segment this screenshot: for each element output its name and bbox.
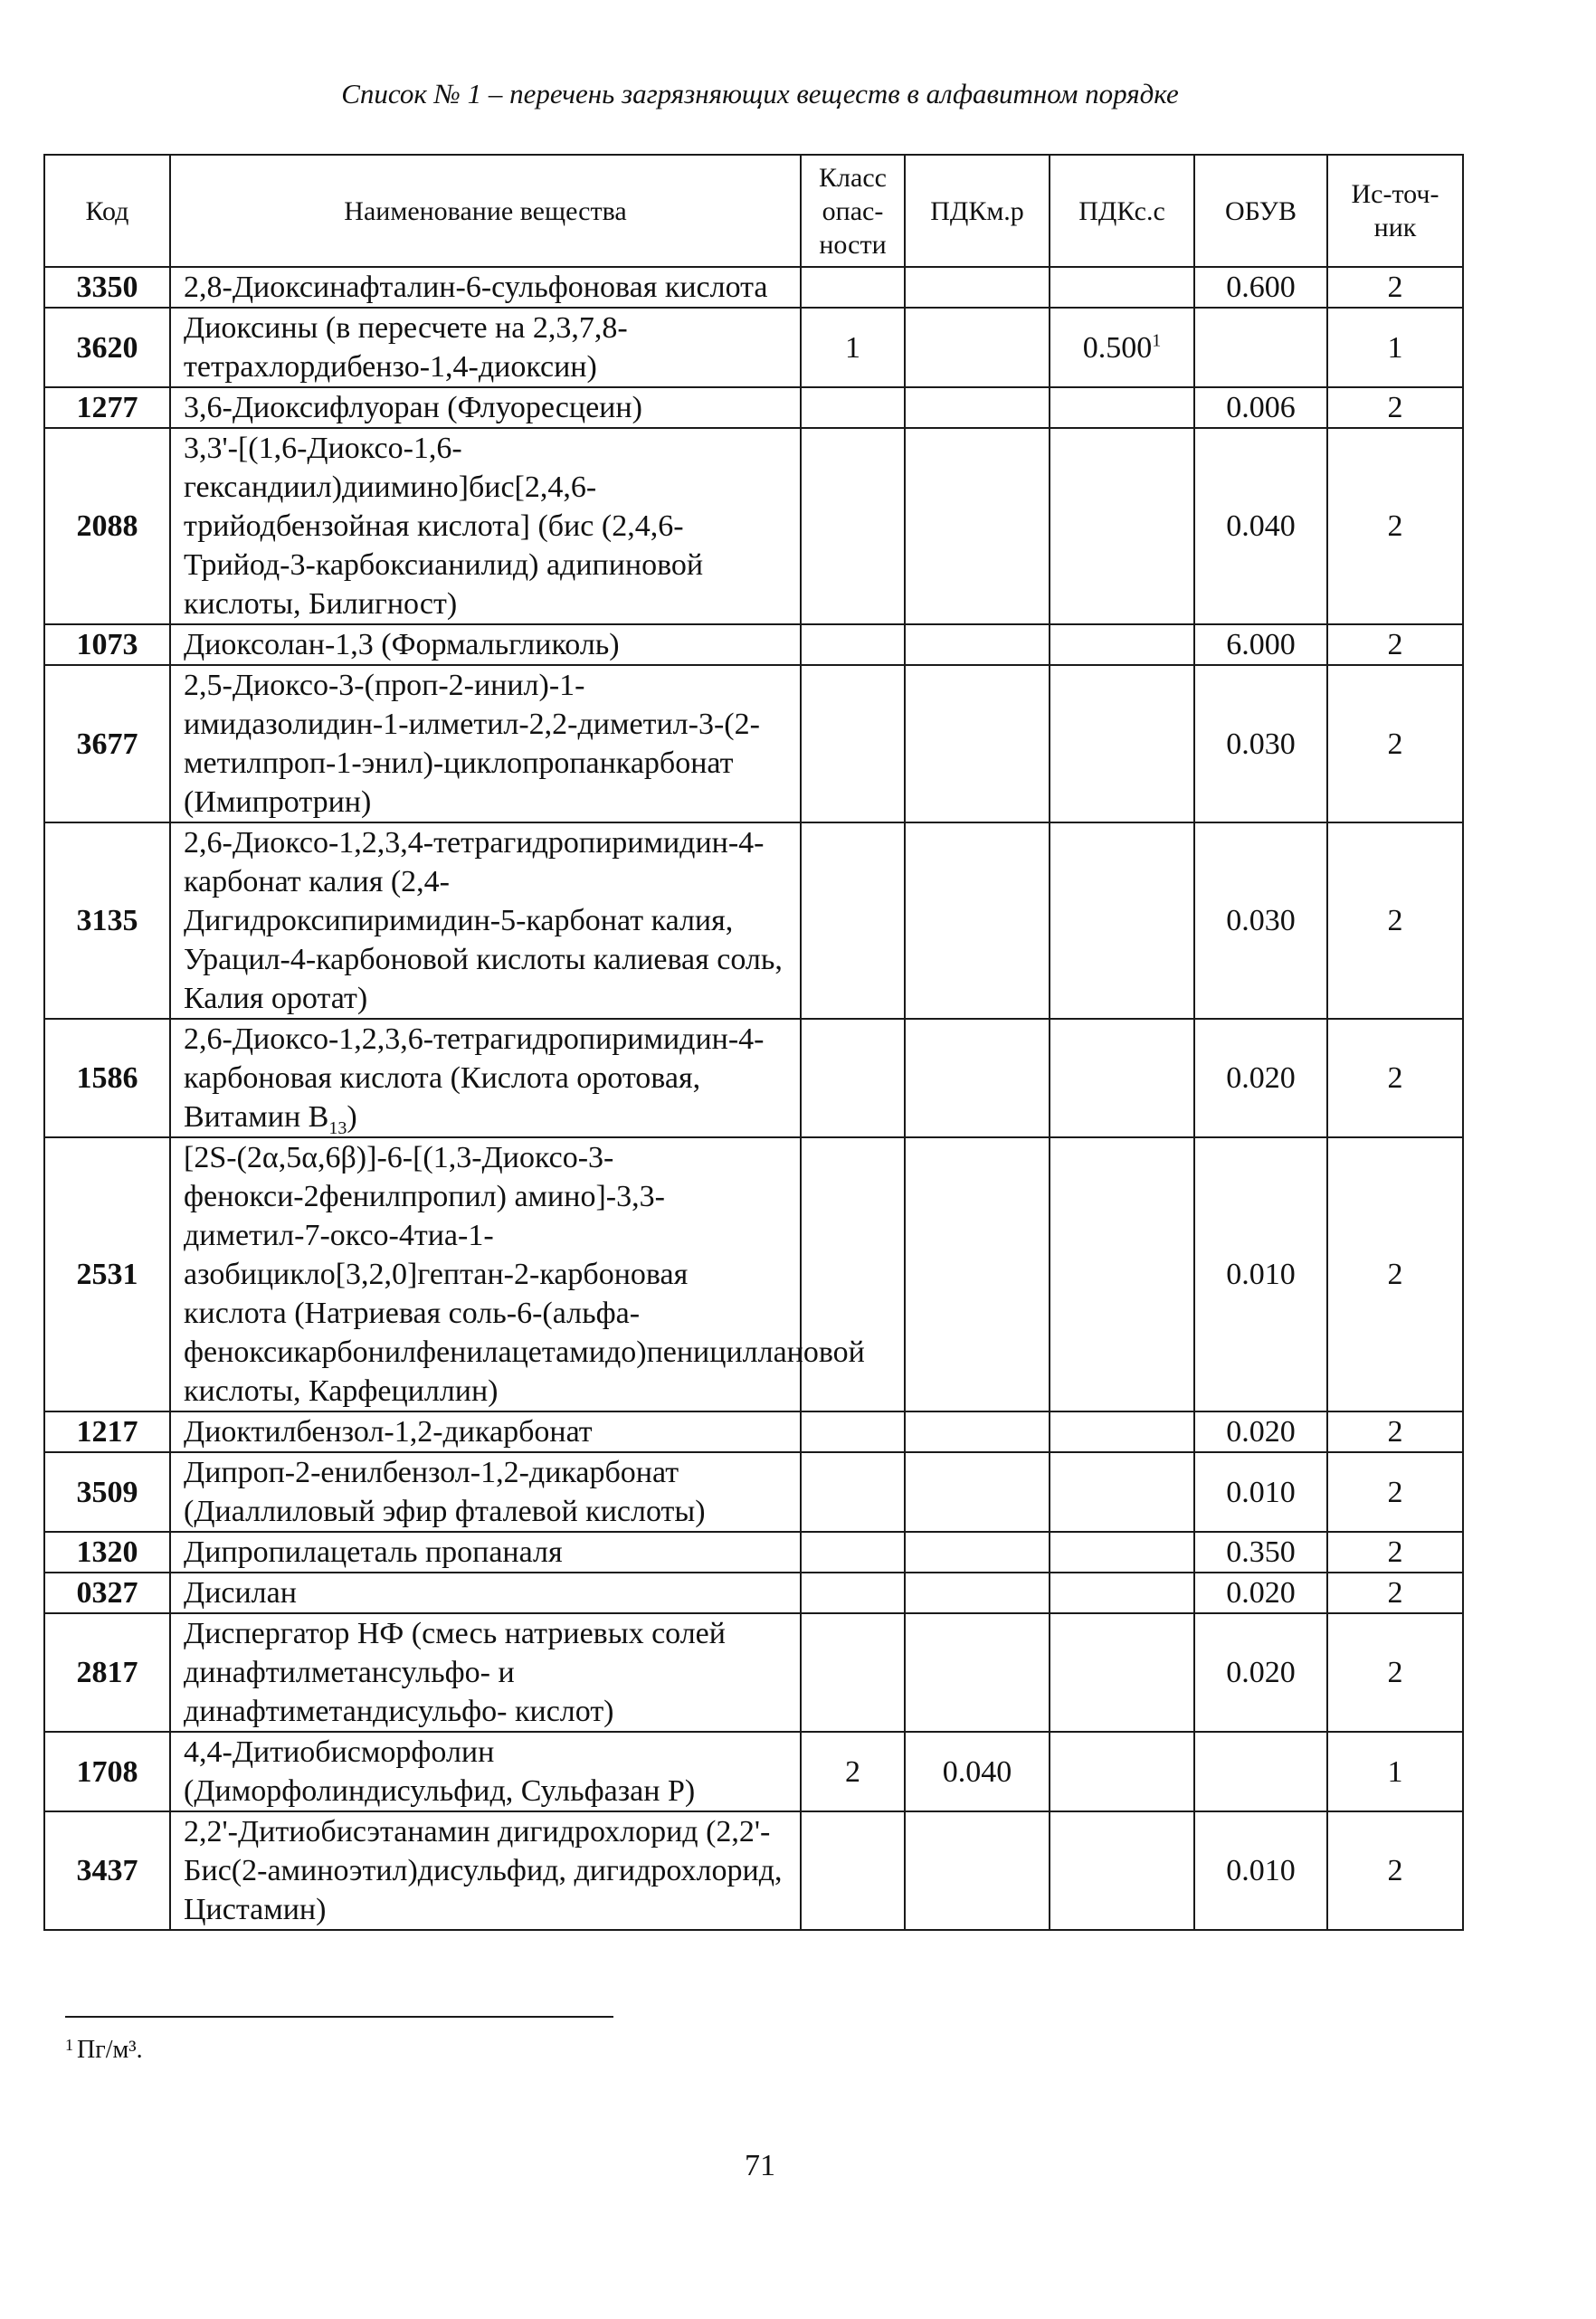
hazard-class-cell [801, 267, 905, 308]
pdk-mr-cell [905, 665, 1050, 822]
name-cell: 2,6-Диоксо-1,2,3,4-тетрагидропиримидин-4-карбонат калия (2,4-Дигидроксипиримидин-5-карбонат калия, Урацил-4-карбоновой кислоты калиевая соль, Калия оротат) [170, 822, 801, 1019]
code-cell: 3135 [44, 822, 170, 1019]
hazard-class-cell [801, 1532, 905, 1573]
code-cell: 3620 [44, 308, 170, 387]
pdk-mr-cell [905, 1452, 1050, 1532]
table-row [44, 1411, 1463, 1452]
pdk-ss-cell [1050, 1811, 1194, 1930]
name-cell [170, 1019, 801, 1137]
name-cell: Дисилан [170, 1573, 801, 1613]
footnote [65, 2036, 143, 2065]
table-row [44, 1532, 1463, 1573]
pdk-mr-cell [905, 1573, 1050, 1613]
table-row [44, 387, 1463, 428]
pdk-ss-cell [1050, 1532, 1194, 1573]
footnote-text: Пг/м³. [77, 2036, 143, 2064]
obuv-cell: 0.010 [1194, 1452, 1327, 1532]
table-row [44, 1811, 1463, 1930]
pdk-mr-cell [905, 1411, 1050, 1452]
pdk-ss-cell [1050, 1019, 1194, 1137]
obuv-cell: 0.350 [1194, 1532, 1327, 1573]
pdk-mr-cell [905, 822, 1050, 1019]
source-cell: 2 [1327, 1811, 1463, 1930]
pdk-mr-cell [905, 1811, 1050, 1930]
source-cell: 2 [1327, 822, 1463, 1019]
name-cell: 2,8-Диоксинафталин-6-сульфоновая кислота [170, 267, 801, 308]
table-header-row [44, 155, 1463, 267]
column-header-pdk-ss: ПДКс.с [1050, 155, 1194, 267]
source-cell: 2 [1327, 1613, 1463, 1732]
hazard-class-cell [801, 428, 905, 624]
name-cell: Диоксолан-1,3 (Формальгликоль) [170, 624, 801, 665]
pdk-mr-cell [905, 1613, 1050, 1732]
name-cell: 3,3'-[(1,6-Диоксо-1,6-гександиил)диимино]бис[2,4,6-трийодбензойная кислота] (бис (2,4,6-Трийод-3-карбоксианилид) адипиновой кислоты, Билигност) [170, 428, 801, 624]
table-row [44, 267, 1463, 308]
obuv-cell: 0.010 [1194, 1811, 1327, 1930]
pdk-ss-cell [1050, 1613, 1194, 1732]
name-text: 2,6-Диоксо-1,2,3,6-тетрагидропиримидин-4-карбоновая кислота (Кислота оротовая, Витамин B [184, 1022, 765, 1134]
pdk-mr-cell [905, 624, 1050, 665]
source-cell: 2 [1327, 1411, 1463, 1452]
obuv-cell [1194, 308, 1327, 387]
pdk-mr-cell: 0.040 [905, 1732, 1050, 1811]
source-cell: 1 [1327, 1732, 1463, 1811]
name-cell: [2S-(2α,5α,6β)]-6-[(1,3-Диоксо-3-фенокси-2фенилпропил) амино]-3,3-диметил-7-оксо-4тиа-1-азобицикло[3,2,0]гептан-2-карбоновая кислота (Натриевая соль-6-(альфа-феноксикарбонилфенилацетамидо)пенициллановой кислоты, Карфециллин) [170, 1137, 801, 1411]
column-header-pdk-mr: ПДКм.р [905, 155, 1050, 267]
table-row [44, 1732, 1463, 1811]
name-cell: 3,6-Диоксифлуоран (Флуоресцеин) [170, 387, 801, 428]
hazard-class-cell [801, 1137, 905, 1411]
code-cell: 0327 [44, 1573, 170, 1613]
pdk-ss-value: 0.500 [1082, 330, 1153, 365]
hazard-class-cell [801, 1573, 905, 1613]
source-cell: 2 [1327, 1019, 1463, 1137]
pdk-mr-cell [905, 428, 1050, 624]
name-cell: Диспергатор НФ (смесь натриевых солей динафтилметансульфо- и динафтиметандисульфо- кислот) [170, 1613, 801, 1732]
obuv-cell: 0.040 [1194, 428, 1327, 624]
column-header-hazard-class: Класс опас-ности [801, 155, 905, 267]
table-row [44, 822, 1463, 1019]
obuv-cell: 0.010 [1194, 1137, 1327, 1411]
code-cell: 3437 [44, 1811, 170, 1930]
name-cell: 2,2'-Дитиобисэтанамин дигидрохлорид (2,2'-Бис(2-аминоэтил)дисульфид, дигидрохлорид, Цистамин) [170, 1811, 801, 1930]
source-cell: 2 [1327, 428, 1463, 624]
source-cell: 2 [1327, 1532, 1463, 1573]
column-header-code: Код [44, 155, 170, 267]
table-row [44, 1573, 1463, 1613]
name-cell: Дипроп-2-енилбензол-1,2-дикарбонат (Диаллиловый эфир фталевой кислоты) [170, 1452, 801, 1532]
page-number: 71 [745, 2149, 775, 2182]
pdk-mr-cell [905, 387, 1050, 428]
pdk-mr-cell [905, 308, 1050, 387]
name-cell: Диоктилбензол-1,2-дикарбонат [170, 1411, 801, 1452]
obuv-cell [1194, 1732, 1327, 1811]
code-cell: 1277 [44, 387, 170, 428]
footnote-ref: 1 [1152, 330, 1162, 351]
source-cell: 2 [1327, 1573, 1463, 1613]
pdk-ss-cell [1050, 267, 1194, 308]
code-cell: 1073 [44, 624, 170, 665]
obuv-cell: 0.006 [1194, 387, 1327, 428]
code-cell: 1708 [44, 1732, 170, 1811]
hazard-class-cell [801, 387, 905, 428]
name-cell: Диоксины (в пересчете на 2,3,7,8-тетрахлордибензо-1,4-диоксин) [170, 308, 801, 387]
source-cell: 2 [1327, 1452, 1463, 1532]
code-cell: 1217 [44, 1411, 170, 1452]
source-cell: 1 [1327, 308, 1463, 387]
footnote-divider [65, 2016, 613, 2018]
table-row [44, 624, 1463, 665]
table-row [44, 1137, 1463, 1411]
table-row [44, 1452, 1463, 1532]
hazard-class-cell: 2 [801, 1732, 905, 1811]
table-row [44, 428, 1463, 624]
table-row [44, 308, 1463, 387]
substances-table [43, 154, 1464, 1931]
code-cell: 3509 [44, 1452, 170, 1532]
pdk-ss-cell [1050, 822, 1194, 1019]
pdk-ss-cell [1050, 1411, 1194, 1452]
obuv-cell: 0.030 [1194, 665, 1327, 822]
pdk-ss-cell [1050, 308, 1194, 387]
pdk-ss-cell [1050, 665, 1194, 822]
column-header-obuv: ОБУВ [1194, 155, 1327, 267]
name-cell: 4,4-Дитиобисморфолин (Диморфолиндисульфид, Сульфазан Р) [170, 1732, 801, 1811]
hazard-class-cell [801, 1452, 905, 1532]
pdk-ss-cell [1050, 428, 1194, 624]
hazard-class-cell [801, 1811, 905, 1930]
obuv-cell: 0.600 [1194, 267, 1327, 308]
hazard-class-cell [801, 1411, 905, 1452]
name-text-end: ) [347, 1100, 357, 1134]
source-cell: 2 [1327, 267, 1463, 308]
pdk-ss-cell [1050, 1732, 1194, 1811]
pdk-mr-cell [905, 1019, 1050, 1137]
code-cell: 3350 [44, 267, 170, 308]
obuv-cell: 0.020 [1194, 1573, 1327, 1613]
code-cell: 2817 [44, 1613, 170, 1732]
pdk-mr-cell [905, 1532, 1050, 1573]
table-row [44, 665, 1463, 822]
pdk-ss-cell [1050, 1573, 1194, 1613]
column-header-name: Наименование вещества [170, 155, 801, 267]
vitamin-subscript: 13 [328, 1117, 347, 1138]
obuv-cell: 0.020 [1194, 1613, 1327, 1732]
code-cell: 1320 [44, 1532, 170, 1573]
name-cell: Дипропилацеталь пропаналя [170, 1532, 801, 1573]
table-row [44, 1613, 1463, 1732]
pdk-ss-cell [1050, 1137, 1194, 1411]
source-cell: 2 [1327, 665, 1463, 822]
column-header-source: Ис-точ-ник [1327, 155, 1463, 267]
code-cell: 3677 [44, 665, 170, 822]
hazard-class-cell: 1 [801, 308, 905, 387]
obuv-cell: 0.020 [1194, 1019, 1327, 1137]
obuv-cell: 0.030 [1194, 822, 1327, 1019]
source-cell: 2 [1327, 624, 1463, 665]
obuv-cell: 6.000 [1194, 624, 1327, 665]
pdk-mr-cell [905, 1137, 1050, 1411]
source-cell: 2 [1327, 1137, 1463, 1411]
name-cell: 2,5-Диоксо-3-(проп-2-инил)-1-имидазолидин-1-илметил-2,2-диметил-3-(2-метилпроп-1-энил)-циклопропанкарбонат (Имипротрин) [170, 665, 801, 822]
hazard-class-cell [801, 1019, 905, 1137]
obuv-cell: 0.020 [1194, 1411, 1327, 1452]
code-cell: 2088 [44, 428, 170, 624]
pdk-ss-cell [1050, 624, 1194, 665]
hazard-class-cell [801, 665, 905, 822]
source-cell: 2 [1327, 387, 1463, 428]
hazard-class-cell [801, 822, 905, 1019]
table-row [44, 1019, 1463, 1137]
code-cell: 1586 [44, 1019, 170, 1137]
hazard-class-cell [801, 624, 905, 665]
pdk-mr-cell [905, 267, 1050, 308]
pdk-ss-cell [1050, 1452, 1194, 1532]
hazard-class-cell [801, 1613, 905, 1732]
code-cell: 2531 [44, 1137, 170, 1411]
page-header: Список № 1 – перечень загрязняющих веществ в алфавитном порядке [341, 78, 1179, 109]
pdk-ss-cell [1050, 387, 1194, 428]
footnote-mark: 1 [65, 2036, 73, 2054]
